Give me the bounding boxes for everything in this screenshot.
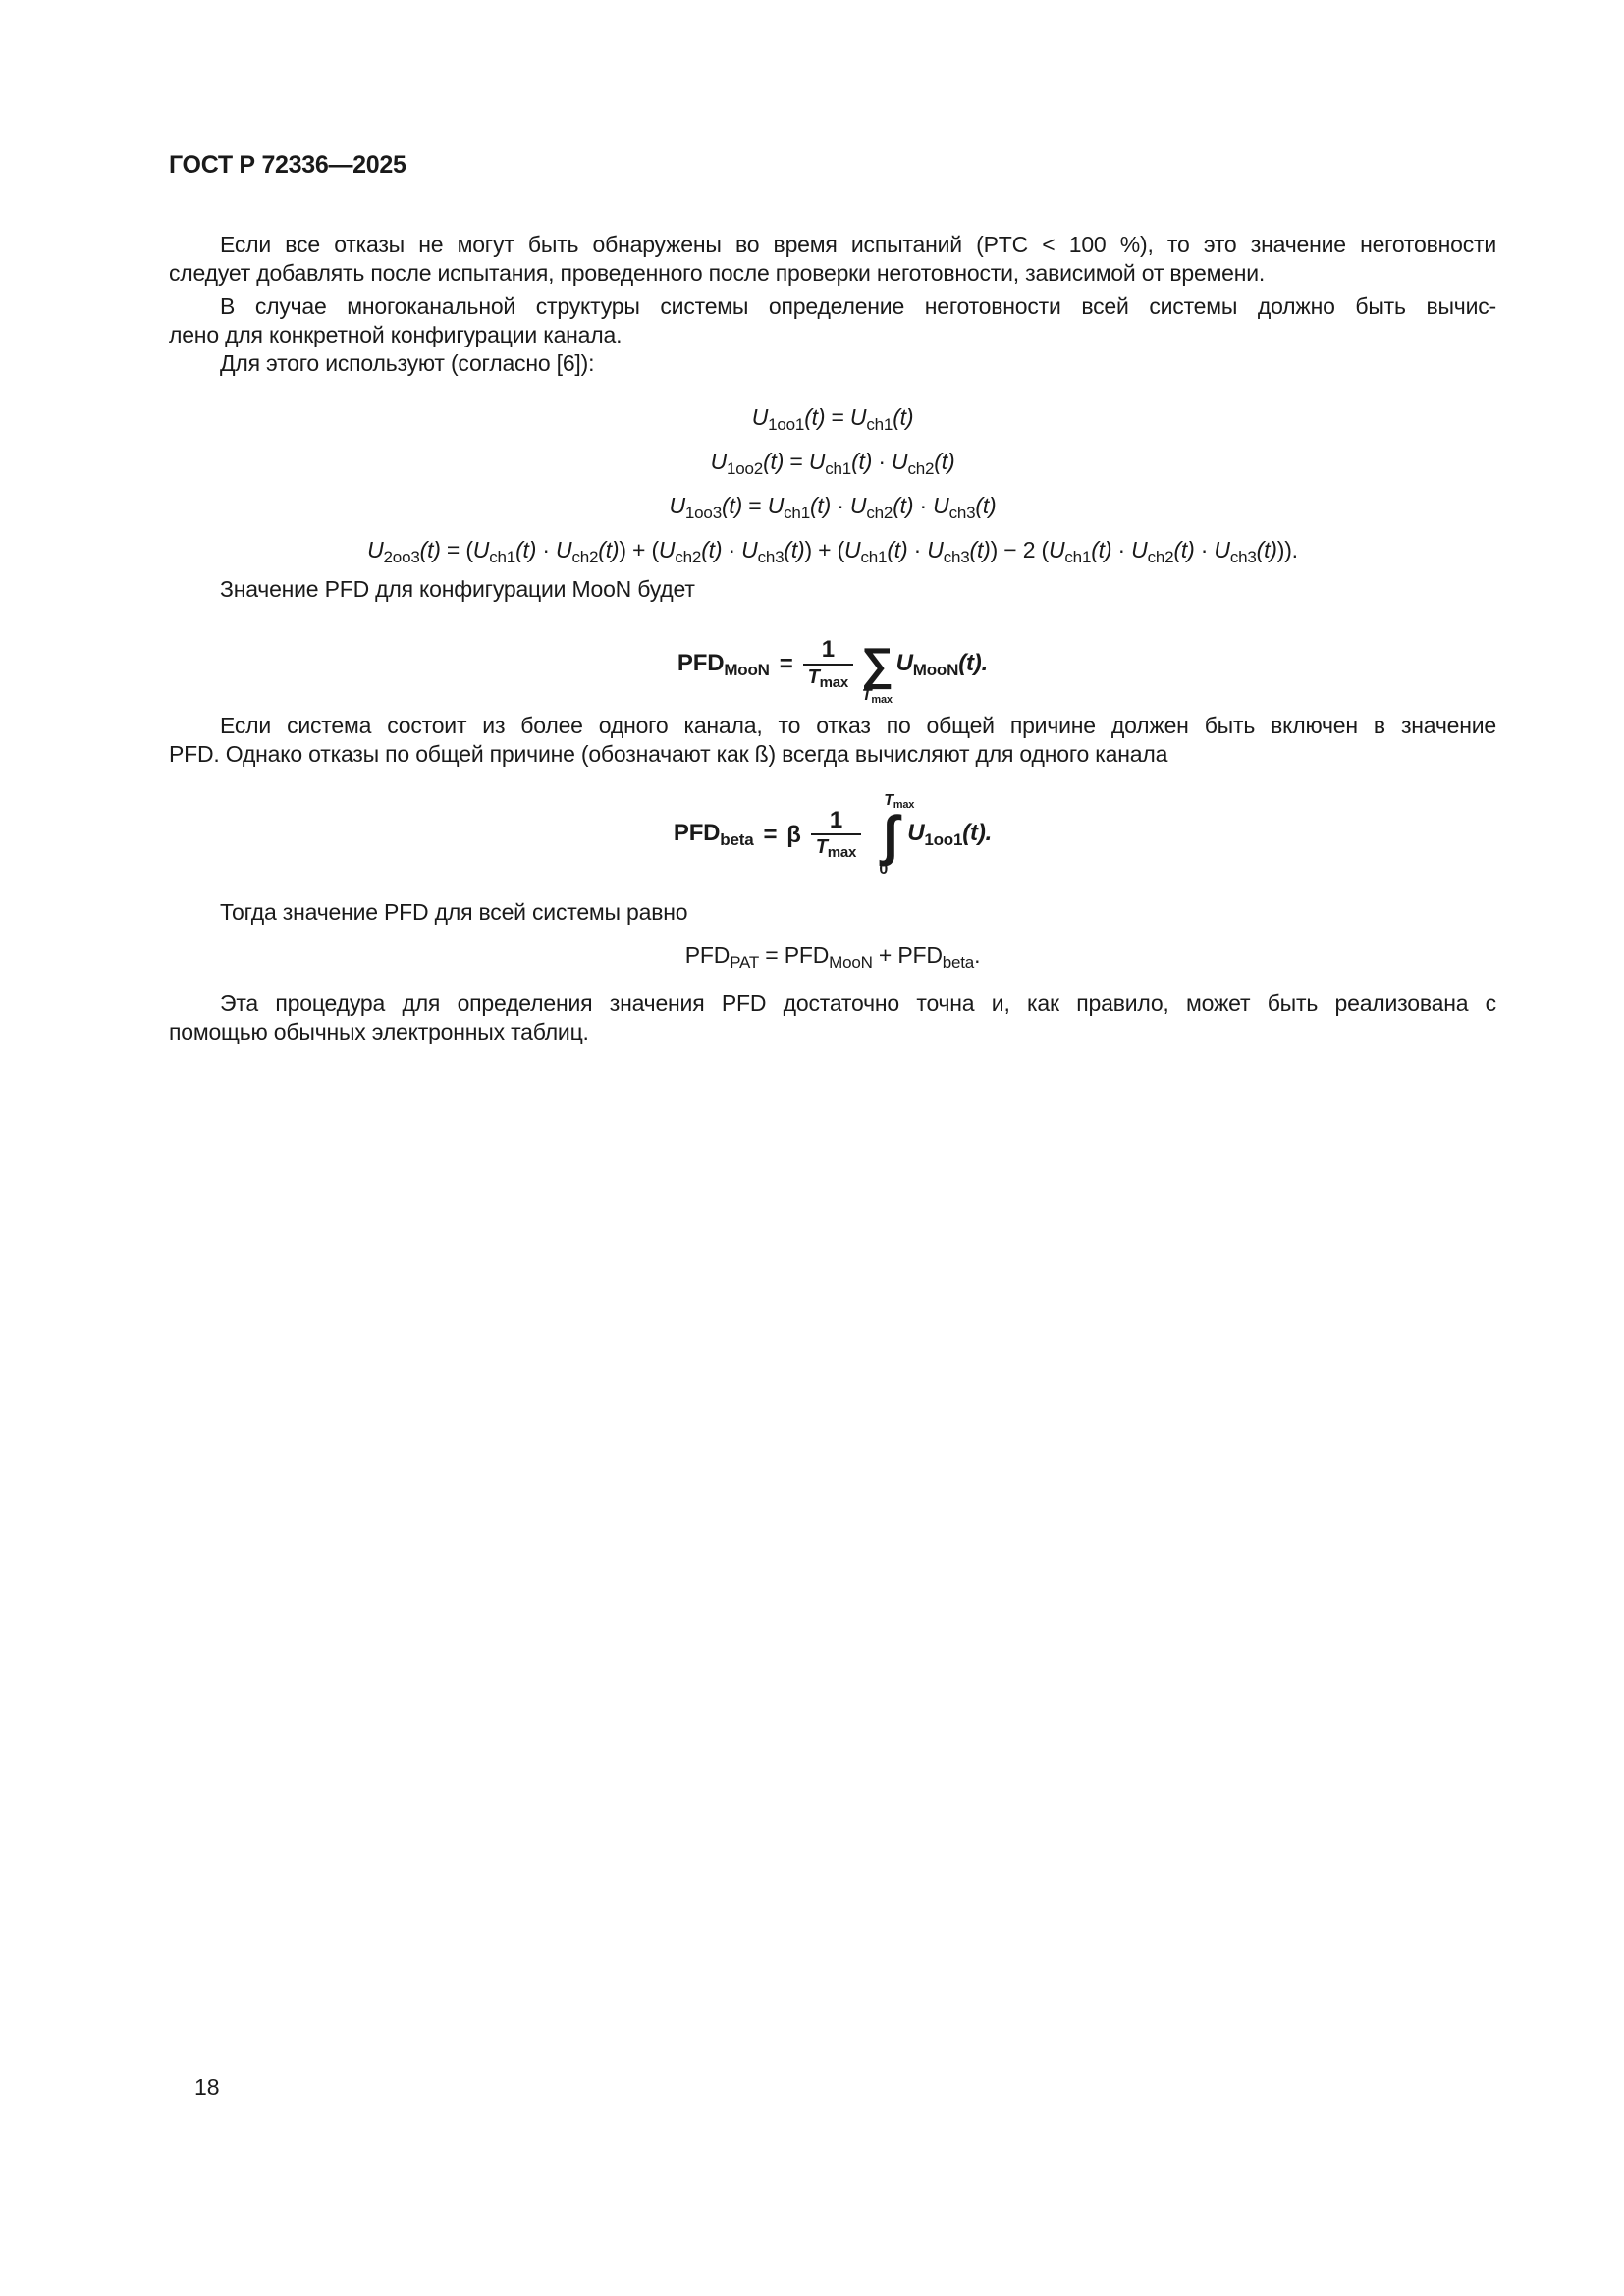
paragraph-line: следует добавлять после испытания, проведенного после проверки неготовности, зависимой от времени. bbox=[169, 260, 1266, 286]
integral-symbol: ∫ bbox=[883, 804, 898, 867]
fraction: $\frac{1}{T_{max}}$ bbox=[803, 637, 853, 691]
equals-sign: = bbox=[779, 651, 793, 677]
paragraph-line: Если все отказы не могут быть обнаружены во время испытаний (PTC < 100 %), то это значение неготовности bbox=[220, 232, 1496, 257]
beta-symbol: β bbox=[786, 821, 801, 848]
paragraph-line: помощью обычных электронных таблиц. bbox=[169, 1019, 589, 1044]
integral-operator: Tmax ∫ 0 bbox=[879, 791, 915, 878]
formula-pfd-beta bbox=[169, 788, 1496, 881]
formula-rhs: U1oo1(t). bbox=[907, 820, 993, 849]
page-number: 18 bbox=[194, 2074, 220, 2100]
paragraph-line: PFD. Однако отказы по общей причине (обозначают как ß) всегда вычисляют для одного канала bbox=[169, 741, 1168, 767]
equation-group bbox=[169, 396, 1496, 572]
paragraph-line: В случае многоканальной структуры системы определение неготовности всей системы должно быть вычис- bbox=[220, 294, 1496, 319]
paragraph-line: лено для конкретной конфигурации канала. bbox=[169, 322, 623, 347]
formula-rhs: UMooN(t). bbox=[895, 649, 989, 679]
sigma-symbol: ∑ bbox=[861, 638, 893, 690]
paragraph-line: Если система состоит из более одного канала, то отказ по общей причине должен быть включен в значение bbox=[220, 713, 1496, 738]
equation-u1oo2: $U_{1oo2}(t) = U_{ch1}(t) \cdot U_{ch2}(t)$ bbox=[710, 449, 955, 479]
fraction: $\frac{1}{T_{max}}$ bbox=[811, 808, 861, 862]
paragraph-line: Значение PFD для конфигурации MooN будет bbox=[220, 576, 695, 602]
summation-operator: ∑ Tmax bbox=[861, 638, 893, 706]
equation-u1oo3: $U_{1oo3}(t) = U_{ch1}(t) \cdot U_{ch2}(t) \cdot U_{ch3}(t)$ bbox=[669, 493, 997, 523]
paragraph-line: Для этого используют (согласно [6]): bbox=[220, 350, 595, 376]
paragraph-line: Эта процедура для определения значения PFD достаточно точна и, как правило, может быть реализована с bbox=[220, 990, 1496, 1016]
equation-u1oo1: $U_{1oo1}(t) = U_{ch1}(t)$ bbox=[751, 404, 914, 435]
formula-lhs: PFDbeta bbox=[673, 820, 754, 849]
equation-u2oo3: $U_{2oo3}(t) = (U_{ch1}(t) \cdot U_{ch2}(t)) + (U_{ch2}(t) \cdot U_{ch3}(t)) + (U_{ch1}(t) \cdot U_{ch3}(t)) - 2$ $(U_{ch1}(t) \cdot U_{ch2}(t) \cdot U_{ch3}(t))$). bbox=[367, 537, 1298, 567]
formula-lhs: PFDMooN bbox=[677, 649, 770, 679]
document-header: ГОСТ Р 72336—2025 bbox=[169, 151, 406, 179]
equation-pfd-pat: $PFD_{PAT} = PFD_{MooN} + PFD_{beta}$. bbox=[684, 942, 981, 973]
paragraph-line: Тогда значение PFD для всей системы равно bbox=[220, 899, 688, 925]
equals-sign: = bbox=[763, 821, 778, 848]
formula-pfd-moon bbox=[169, 625, 1496, 704]
